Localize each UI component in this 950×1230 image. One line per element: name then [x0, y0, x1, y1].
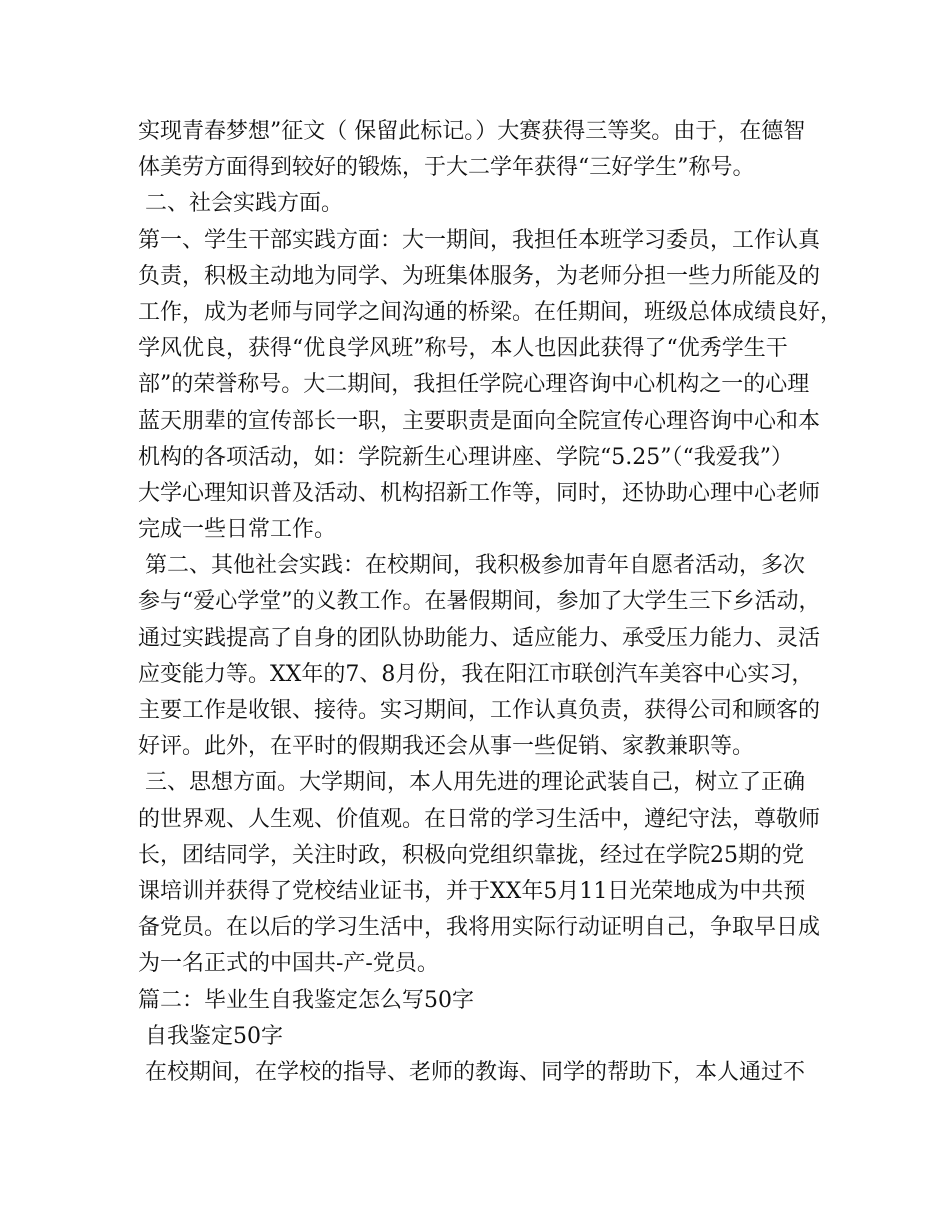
section-heading: 二、社会实践方面。 [138, 191, 343, 217]
text-line: 工作，成为老师与同学之间沟通的桥梁。在任期间，班级总体成绩良好， [138, 299, 843, 325]
text-line: 第二、其他社会实践：在校期间，我积极参加青年自愿者活动，多次 [138, 553, 805, 579]
text-line: 体美劳方面得到较好的锻炼，于大二学年获得“三好学生”称号。 [138, 155, 755, 181]
text-line: 参与“爱心学堂”的义教工作。在暑假期间，参加了大学生三下乡活动， [138, 589, 821, 615]
text-line: 主要工作是收银、接待。实习期间，工作认真负责，获得公司和顾客的 [138, 698, 821, 723]
text-line: 为一名正式的中国共-产-党员。 [138, 951, 439, 977]
text-line: 的世界观、人生观、价值观。在日常的学习生活中，遵纪守法，尊敬师 [138, 806, 821, 832]
text-line: 实现青春梦想”征文（ 保留此标记。）大赛获得三等奖。由于，在德智 [138, 119, 806, 144]
text-line: 完成一些日常工作。 [138, 517, 337, 543]
text-line: 三、思想方面。大学期间，本人用先进的理论武装自己，树立了正确 [138, 770, 805, 796]
text-line: 备党员。在以后的学习生活中，我将用实际行动证明自己，争取早日成 [138, 915, 821, 941]
text-line: 部”的荣誉称号。大二期间，我担任学院心理咨询中心机构之一的心理 [138, 372, 810, 398]
text-line: 课培训并获得了党校结业证书，并于XX年5月11日光荣地成为中共预 [138, 878, 806, 904]
text-line: 长，团结同学，关注时政，积极向党组织靠拢，经过在学院25期的党 [138, 842, 804, 868]
document-body [138, 114, 843, 1091]
text-line: 蓝天朋辈的宣传部长一职，主要职责是面向全院宣传心理咨询中心和本 [138, 408, 821, 434]
text-line: 应变能力等。XX年的7、8月份，我在阳江市联创汽车美容中心实习， [138, 661, 814, 687]
article-title: 篇二：毕业生自我鉴定怎么写50字 [138, 987, 474, 1013]
text-line: 大学心理知识普及活动、机构招新工作等，同时，还协助心理中心老师 [138, 480, 821, 506]
text-line: 负责，积极主动地为同学、为班集体服务，为老师分担一些力所能及的 [138, 263, 821, 289]
text-line: 第一、学生干部实践方面：大一期间，我担任本班学习委员，工作认真 [138, 227, 821, 253]
text-line: 在校期间，在学校的指导、老师的教诲、同学的帮助下，本人通过不 [138, 1059, 805, 1085]
text-line: 学风优良，获得“优良学风班”称号，本人也因此获得了“优秀学生干 [138, 336, 788, 362]
text-line: 通过实践提高了自身的团队协助能力、适应能力、承受压力能力、灵活 [138, 625, 821, 651]
text-line: 机构的各项活动，如：学院新生心理讲座、学院“5.25”（“我爱我”） [138, 444, 793, 470]
subtitle: 自我鉴定50字 [138, 1023, 283, 1049]
text-line: 好评。此外，在平时的假期我还会从事一些促销、家教兼职等。 [138, 734, 755, 760]
